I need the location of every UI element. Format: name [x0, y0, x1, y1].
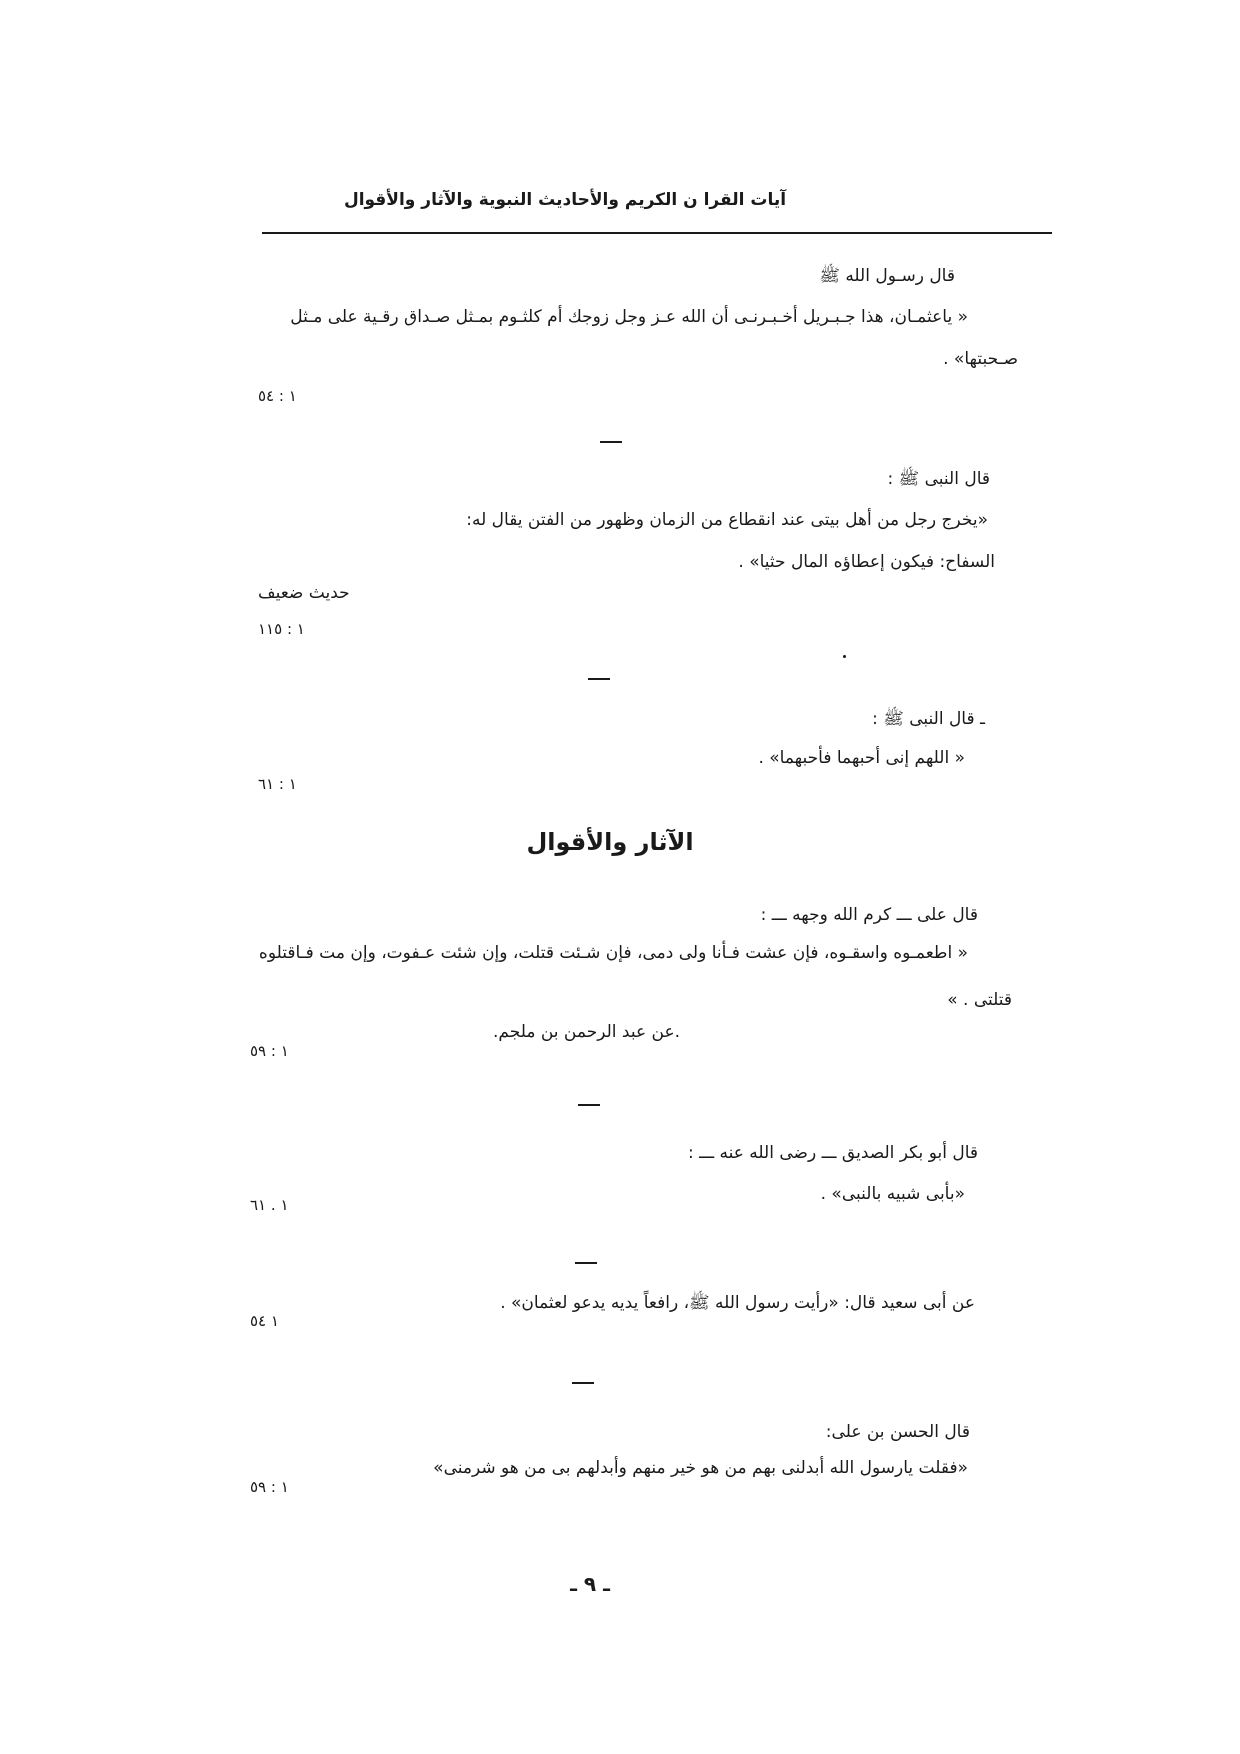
athar-1-quote-line1: « اطعمـوه واسقـوه، فإن عشت فـأنا ولى دمى، فإن شـئت قتلت، وإن شئت عـفوت، وإن مت فـاقتلوه: [258, 943, 968, 963]
entry-2-reference: ١ : ١١٥: [258, 620, 305, 638]
section-divider: [575, 1262, 597, 1264]
header-rule: [262, 232, 1052, 234]
entry-3-speaker: ـ قال النبى ﷺ :: [872, 709, 985, 729]
entry-2-quote-line2: السفاح: فيكون إعطاؤه المال حثيا» .: [738, 552, 995, 572]
athar-2-speaker: قال أبو بكر الصديق ـــ رضى الله عنه ـــ :: [688, 1143, 978, 1163]
running-header-title: آيات القرا ن الكريم والأحاديث النبوية والآثار والأقوال: [343, 190, 787, 210]
athar-2-quote-line1: «بأبى شبيه بالنبى» .: [820, 1184, 965, 1204]
entry-1-quote-line1: « ياعثمـان، هذا جـبـريل أخـبـرنـى أن الله عـز وجل زوجك أم كلثـوم بمـثل صـداق رقـية على مـثل: [290, 307, 968, 327]
athar-1-quote-line2: قتلتى . »: [947, 990, 1012, 1010]
athar-4-speaker: قال الحسن بن على:: [825, 1422, 970, 1442]
athar-4-reference: ١ : ٥٩: [250, 1478, 289, 1496]
entry-3-reference: ١ : ٦١: [258, 775, 297, 793]
section-divider: [600, 441, 622, 443]
athar-1-reference: ١ : ٥٩: [250, 1042, 289, 1060]
entry-1-quote-line2: صـحبتها» .: [943, 349, 1018, 369]
section-divider: [588, 678, 610, 680]
entry-2-speaker: قال النبى ﷺ :: [887, 469, 990, 489]
athar-4-quote-line1: «فقلت يارسول الله أبدلنى بهم من هو خير منهم وأبدلهم بى من هو شرمنى»: [433, 1458, 968, 1478]
entry-3-quote-line1: « اللهم إنى أحبهما فأحبهما» .: [758, 748, 965, 768]
athar-1-note: .عن عبد الرحمن بن ملجم.: [493, 1022, 680, 1042]
entry-2-quote-line1: «يخرج رجل من أهل بيتى عند انقطاع من الزمان وظهور من الفتن يقال له:: [466, 510, 988, 530]
section-divider: [578, 1104, 600, 1106]
athar-3-reference: ١ ٥٤: [250, 1312, 279, 1330]
athar-2-reference: ١ . ٦١: [250, 1196, 289, 1214]
entry-1-reference: ١ : ٥٤: [258, 387, 297, 405]
page-number: ـ ٩ ـ: [570, 1572, 610, 1596]
section-title: الآثار والأقوال: [526, 828, 694, 856]
athar-1-speaker: قال على ـــ كرم الله وجهه ـــ :: [760, 905, 978, 925]
athar-3-text: عن أبى سعيد قال: «رأيت رسول الله ﷺ، رافعاً يديه يدعو لعثمان» .: [500, 1293, 975, 1313]
entry-2-grade: حديث ضعيف: [258, 583, 350, 603]
entry-1-speaker: قال رسـول الله ﷺ: [819, 266, 955, 286]
stray-dot: [843, 655, 846, 658]
section-divider: [572, 1382, 594, 1384]
